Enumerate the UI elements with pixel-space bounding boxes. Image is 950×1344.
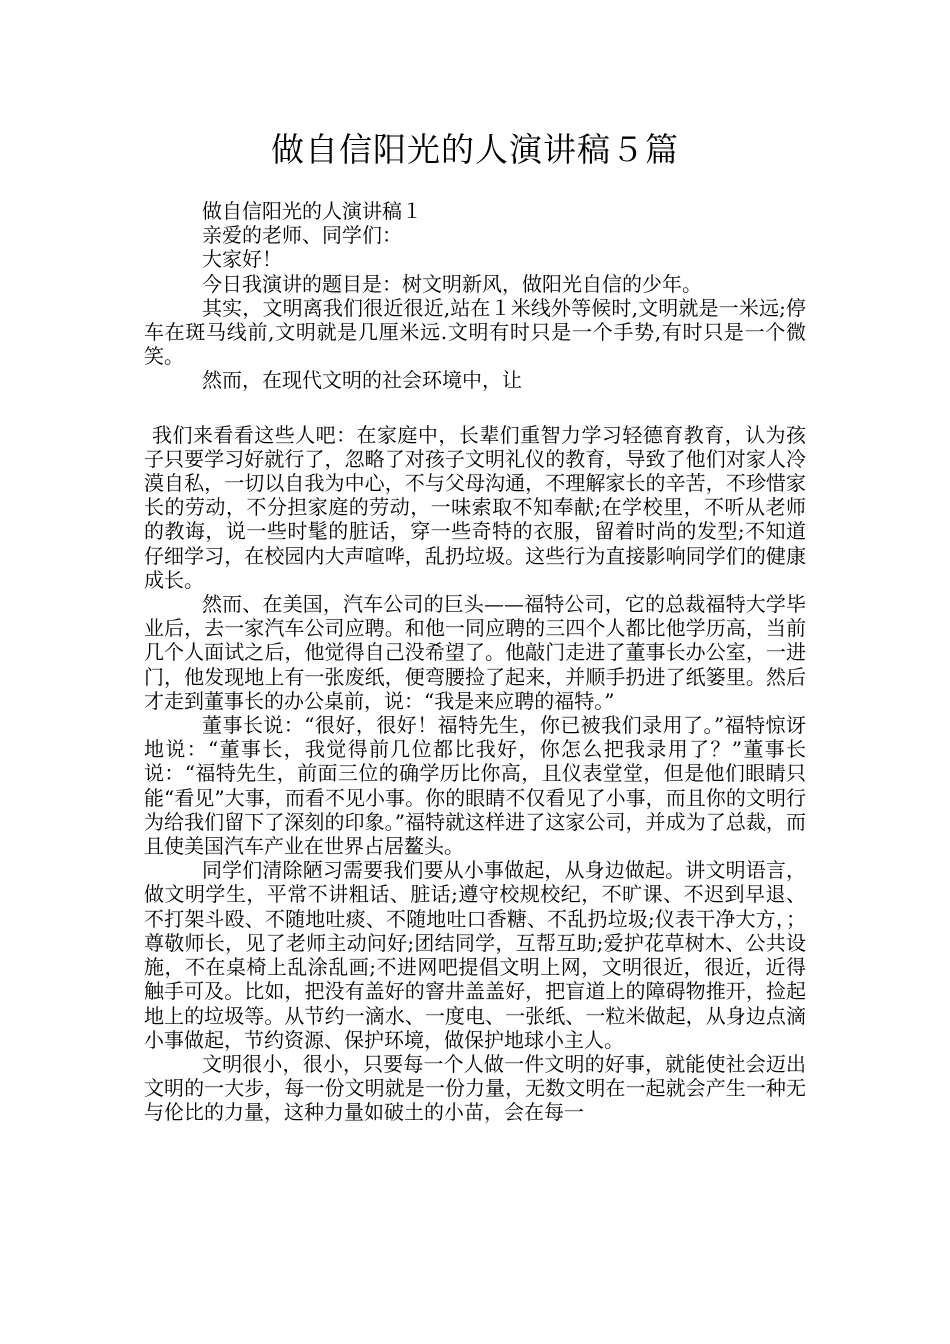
paragraph: 然而、在美国，汽车公司的巨头——福特公司，它的总裁福特大学毕业后，去一家汽车公司应聘。和他一同应聘的三四个人都比他学历高，当前几个人面试之后，他觉得自己没希望了。他敲门走进了董事长办公室，一进门，他发现地上有一张废纸，便弯腰捡了起来，并顺手扔进了纸篓里。然后才走到董事长的办公桌前，说：“我是来应聘的福特。” (144, 592, 806, 713)
salutation: 亲爱的老师、同学们： (202, 223, 402, 248)
section-heading: 做自信阳光的人演讲稿１ (202, 199, 422, 223)
paragraph: 然而，在现代文明的社会环境中，让 (202, 368, 522, 393)
paragraph-gap (144, 393, 806, 423)
paragraph: 其实，文明离我们很近很近,站在１米线外等候时,文明就是一米远;停车在斑马线前,文明就是几厘米远.文明有时只是一个手势,有时只是一个微笑。 (144, 295, 806, 369)
paragraph: 我们来看看这些人吧：在家庭中，长辈们重智力学习轻德育教育，认为孩子只要学习好就行了，忽略了对孩子文明礼仪的教育，导致了他们对家人冷漠自私，一切以自我为中心，不与父母沟通，不理解家长的辛苦，不珍惜家长的劳动，不分担家庭的劳动，一味索取不知奉献;在学校里，不听从老师的教诲，说一些时髦的脏话，穿一些奇特的衣服，留着时尚的发型;不知道仔细学习，在校园内大声喧哗，乱扔垃圾。这些行为直接影响同学们的健康成长。 (144, 422, 806, 592)
page-title: 做自信阳光的人演讲稿５篇 (271, 130, 679, 169)
paragraph: 今日我演讲的题目是：树文明新风，做阳光自信的少年。 (202, 271, 702, 296)
greeting: 大家好！ (202, 247, 282, 272)
paragraph: 同学们清除陋习需要我们要从小事做起，从身边做起。讲文明语言，做文明学生，平常不讲粗话、脏话;遵守校规校纪，不旷课、不迟到早退、不打架斗殴、不随地吐痰、不随地吐口香糖、不乱扔垃圾;仪表干净大方，；尊敬师长，见了老师主动问好;团结同学，互帮互助;爱护花草树木、公共设施，不在桌椅上乱涂乱画;不进网吧提倡文明上网，文明很近，很近，近得触手可及。比如，把没有盖好的窨井盖盖好，把盲道上的障碍物推开，捡起地上的垃圾等。从节约一滴水、一度电、一张纸、一粒米做起，从身边点滴小事做起，节约资源、保护环境，做保护地球小主人。 (144, 858, 806, 1052)
paragraph: 董事长说：“很好，很好！福特先生，你已被我们录用了。”福特惊讶地说：“董事长，我觉得前几位都比我好，你怎么把我录用了？”董事长说：“福特先生，前面三位的确学历比你高，且仪表堂堂，但是他们眼睛只能“看见”大事，而看不见小事。你的眼睛不仅看见了小事，而且你的文明行为给我们留下了深刻的印象。”福特就这样进了这家公司，并成为了总裁，而且使美国汽车产业在世界占居鳌头。 (144, 713, 806, 859)
paragraph: 文明很小，很小，只要每一个人做一件文明的好事，就能使社会迈出文明的一大步，每一份文明就是一份力量，无数文明在一起就会产生一种无与伦比的力量，这种力量如破土的小苗，会在每一 (144, 1051, 806, 1125)
document-body (144, 199, 806, 1125)
